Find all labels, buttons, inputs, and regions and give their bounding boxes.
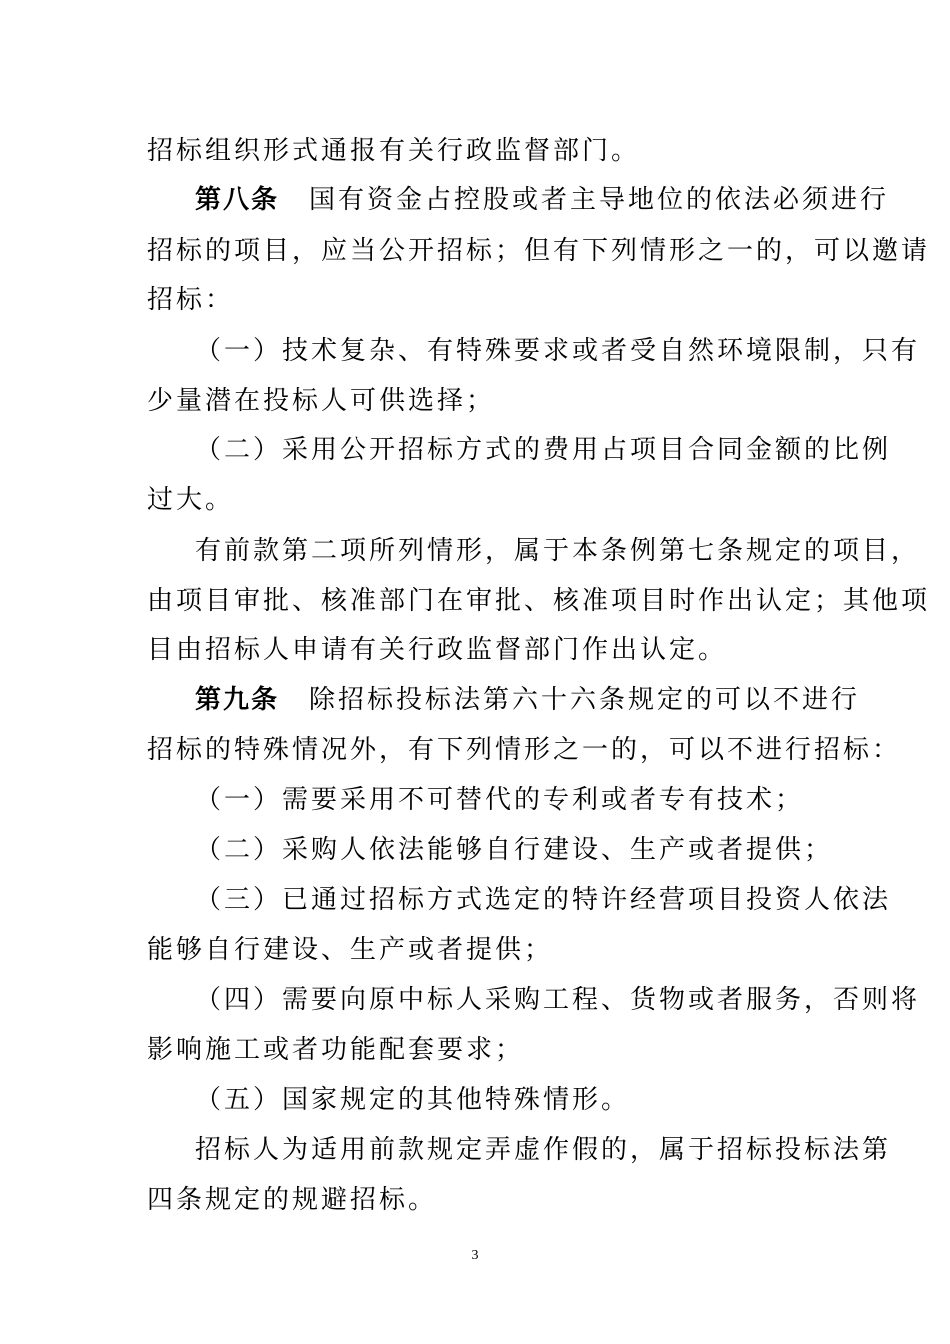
line-text: 国有资金占控股或者主导地位的依法必须进行 [309,185,890,215]
list-item-line [195,783,817,817]
line-text: 目由招标人申请有关行政监督部门作出认定。 [147,635,728,665]
line-text: 有前款第二项所列情形，属于本条例第七条规定的项目， [195,536,921,566]
line-text: 招标人为适用前款规定弄虚作假的，属于招标投标法第 [195,1135,892,1165]
line-text: 除招标投标法第六十六条规定的可以不进行 [309,685,861,715]
paragraph-line [147,1033,817,1067]
paragraph-line [147,384,817,418]
line-text: 影响施工或者功能配套要求； [147,1035,525,1065]
line-text: 由项目审批、核准部门在审批、核准项目时作出认定；其他项 [147,586,931,616]
list-item-line [195,983,921,1017]
article-heading: 第八条 [195,185,280,215]
paragraph-line [147,933,817,967]
paragraph-line [147,134,817,168]
list-item-line [195,433,892,467]
list-item-line [195,1083,817,1117]
article-8-heading-line [195,183,890,217]
list-item-line [195,833,834,867]
line-text: （三）已通过招标方式选定的特许经营项目投资人依法 [195,885,892,915]
paragraph-line [147,234,931,268]
list-item-line [195,883,892,917]
line-text: （四）需要向原中标人采购工程、货物或者服务，否则将 [195,985,921,1015]
line-text: 过大。 [147,485,235,515]
paragraph-line [147,733,902,767]
paragraph-line [147,483,817,517]
line-text: （一）需要采用不可替代的专利或者专有技术； [195,785,805,815]
line-text: 四条规定的规避招标。 [147,1185,438,1215]
line-text: （二）采购人依法能够自行建设、生产或者提供； [195,835,834,865]
page-number: 3 [471,1248,479,1263]
line-text: 少量潜在投标人可供选择； [147,386,496,416]
line-text: 招标组织形式通报有关行政监督部门。 [147,136,641,166]
article-heading: 第九条 [195,685,280,715]
article-9-heading-line [195,683,861,717]
line-text: 招标的项目，应当公开招标；但有下列情形之一的，可以邀请 [147,236,931,266]
paragraph-line [195,1133,892,1167]
line-text: 招标： [147,285,235,315]
line-text: （二）采用公开招标方式的费用占项目合同金额的比例 [195,435,892,465]
line-text: 招标的特殊情况外，有下列情形之一的，可以不进行招标： [147,735,902,765]
paragraph-line [147,283,817,317]
paragraph-line [147,633,817,667]
line-text: （一）技术复杂、有特殊要求或者受自然环境限制，只有 [195,336,921,366]
line-text: （五）国家规定的其他特殊情形。 [195,1085,631,1115]
paragraph-line [147,584,931,618]
list-item-line [195,334,921,368]
paragraph-line [147,1183,817,1217]
line-text: 能够自行建设、生产或者提供； [147,935,554,965]
paragraph-line [195,534,921,568]
